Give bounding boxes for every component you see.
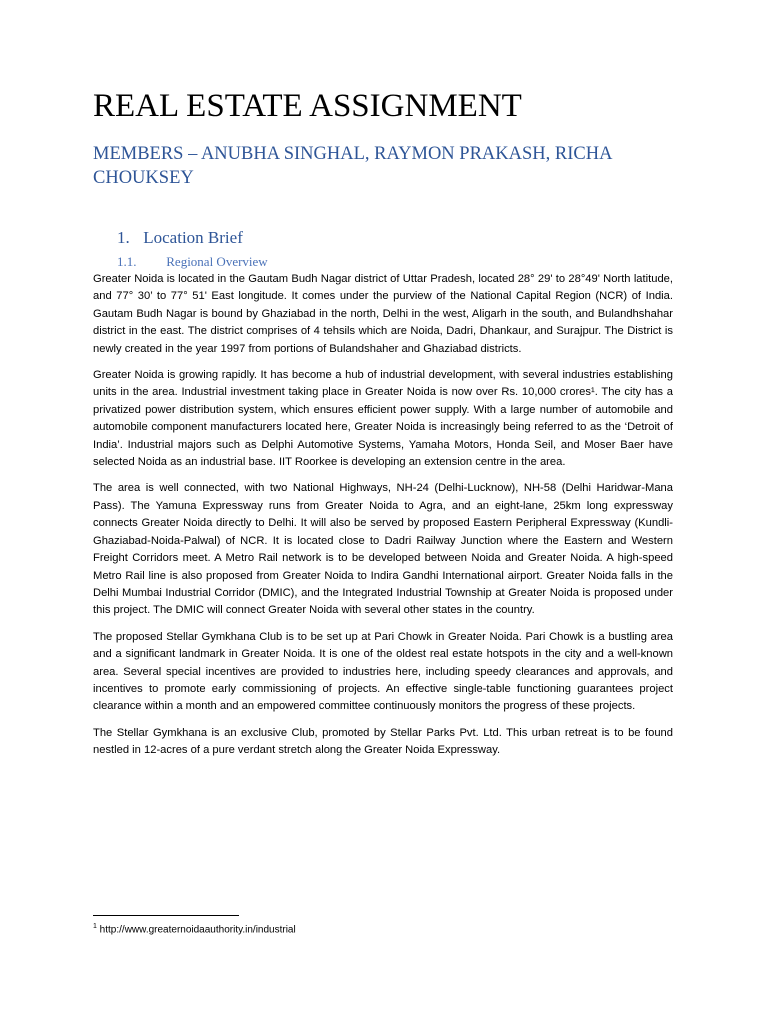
paragraph: The Stellar Gymkhana is an exclusive Club, promoted by Stellar Parks Pvt. Ltd. This urban retreat is to be found nestled in 12-acres of a pure verdant stretch along the Greater Noida Expressway. xyxy=(93,726,673,757)
footnote-marker: 1 xyxy=(93,923,97,930)
members-line: MEMBERS – ANUBHA SINGHAL, RAYMON PRAKASH, RICHA CHOUKSEY xyxy=(93,144,612,188)
paragraph: Greater Noida is located in the Gautam Budh Nagar district of Uttar Pradesh, located 28° 29' to 28°49' North latitude, and 77° 30’ to 77° 51' East longitude. It comes under the purview of the National Capital Region (NCR) of India. Gautam Budh Nagar is bound by Ghaziabad in the north, Delhi in the west, Aligarh in the south, and Bulandhshahar district in the east. The district comprises of 4 tehsils which are Noida, Dadri, Dhankaur, and Surajpur. The District is newly created in the year 1997 from portions of Bulandshaher and Ghaziabad districts. xyxy=(93,273,673,355)
paragraph: The area is well connected, with two National Highways, NH-24 (Delhi-Lucknow), NH-58 (Delhi Haridwar-Mana Pass). The Yamuna Expressway runs from Greater Noida to Agra, and an eight-lane, 25km long expressway connects Greater Noida directly to Delhi. It will also be served by proposed Eastern Peripheral Expressway (Kundli-Ghaziabad-Noida-Palwal) of NCR. It is located close to Dadri Railway Junction where the Eastern and Western Freight Corridors meet. A Metro Rail network is to be developed between Noida and Greater Noida. A high-speed Metro Rail line is also proposed from Greater Noida to Indira Gandhi International airport. Greater Noida falls in the Delhi Mumbai Industrial Corridor (DMIC), and the Integrated Industrial Township at Greater Noida is proposed under this project. The DMIC will connect Greater Noida with several other states in the country. xyxy=(93,482,673,617)
footnote xyxy=(93,920,296,937)
section-heading xyxy=(117,226,243,250)
subsection-heading xyxy=(117,253,268,271)
document-title: REAL ESTATE ASSIGNMENT xyxy=(93,88,522,124)
footnote-link[interactable]: http://www.greaternoidaauthority.in/industrial xyxy=(96,924,296,936)
section-number: 1. xyxy=(117,228,130,247)
subsection-title: Regional Overview xyxy=(166,254,268,269)
section-title: Location Brief xyxy=(143,228,243,247)
paragraph: The proposed Stellar Gymkhana Club is to be set up at Pari Chowk in Greater Noida. Pari Chowk is a bustling area and a significant landmark in Greater Noida. It is one of the oldest real estate hotspots in the city and a well-known area. Several special incentives are provided to industries here, including speedy clearances and approvals, and incentives to promote early commissioning of projects. An effective single-table functioning guarantees project clearance within a month and an empowered committee continuously monitors the progress of these projects. xyxy=(93,630,673,713)
subsection-number: 1.1. xyxy=(117,254,137,269)
paragraph: Greater Noida is growing rapidly. It has become a hub of industrial development, with several industries establishing units in the area. Industrial investment taking place in Greater Noida is now over Rs. 10,000 crores¹. The city has a privatized power distribution system, which ensures efficient power supply. With a large number of automobile and automobile component manufacturers located here, Greater Noida is increasingly being referred to as the ‘Detroit of India’. Industrial majors such as Delphi Automotive Systems, Yamaha Motors, Honda Seil, and Moser Baer have selected Noida as an industrial base. IIT Roorkee is developing an extension centre in the area. xyxy=(93,369,673,469)
body-text xyxy=(93,271,673,769)
footnote-separator xyxy=(93,915,239,916)
